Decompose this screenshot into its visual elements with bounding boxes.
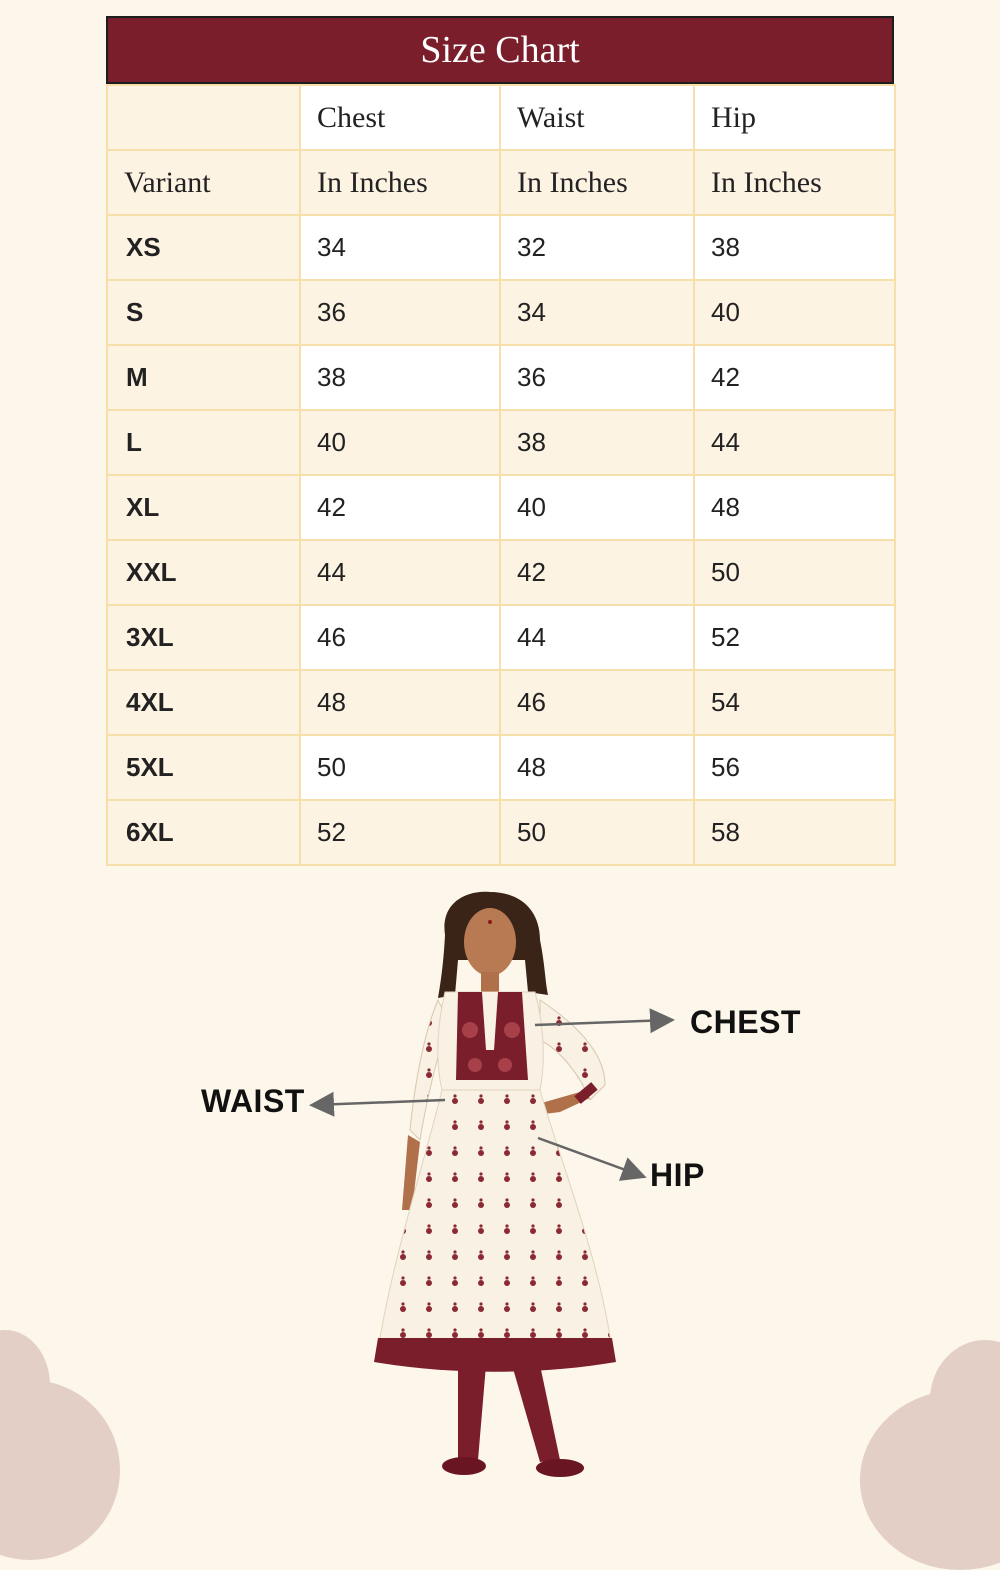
table-row	[107, 605, 895, 670]
measurement-figure	[0, 880, 1000, 1500]
variant-cell: XS	[107, 215, 300, 280]
chest-cell: 52	[300, 800, 500, 865]
variant-cell: 6XL	[107, 800, 300, 865]
hip-cell: 52	[694, 605, 895, 670]
unit-waist: In Inches	[500, 150, 694, 215]
waist-cell: 36	[500, 345, 694, 410]
size-table	[106, 84, 896, 866]
size-chart-title: Size Chart	[106, 16, 894, 84]
hip-cell: 54	[694, 670, 895, 735]
chest-cell: 44	[300, 540, 500, 605]
table-row	[107, 540, 895, 605]
chest-cell: 36	[300, 280, 500, 345]
header-empty-cell	[107, 85, 300, 150]
hip-cell: 56	[694, 735, 895, 800]
hip-cell: 42	[694, 345, 895, 410]
hip-cell: 44	[694, 410, 895, 475]
skirt-border-shape	[374, 1338, 616, 1372]
hip-label: HIP	[650, 1157, 705, 1193]
header-variant: Variant	[107, 150, 300, 215]
hip-cell: 58	[694, 800, 895, 865]
chest-cell: 50	[300, 735, 500, 800]
table-row	[107, 215, 895, 280]
model-illustration	[0, 880, 1000, 1500]
table-row	[107, 345, 895, 410]
variant-cell: 3XL	[107, 605, 300, 670]
variant-cell: 5XL	[107, 735, 300, 800]
waist-cell: 32	[500, 215, 694, 280]
chest-cell: 40	[300, 410, 500, 475]
waist-cell: 38	[500, 410, 694, 475]
variant-cell: XL	[107, 475, 300, 540]
waist-cell: 50	[500, 800, 694, 865]
variant-cell: M	[107, 345, 300, 410]
table-units-row	[107, 150, 895, 215]
waist-cell: 40	[500, 475, 694, 540]
waist-cell: 48	[500, 735, 694, 800]
chest-cell: 48	[300, 670, 500, 735]
variant-cell: S	[107, 280, 300, 345]
waist-cell: 44	[500, 605, 694, 670]
chest-cell: 42	[300, 475, 500, 540]
hip-cell: 50	[694, 540, 895, 605]
table-row	[107, 410, 895, 475]
right-shoe-shape	[536, 1459, 584, 1477]
face-shape	[464, 908, 516, 976]
waist-cell: 46	[500, 670, 694, 735]
table-row	[107, 735, 895, 800]
hip-cell: 48	[694, 475, 895, 540]
chest-cell: 34	[300, 215, 500, 280]
hip-cell: 38	[694, 215, 895, 280]
unit-chest: In Inches	[300, 150, 500, 215]
table-row	[107, 475, 895, 540]
variant-cell: 4XL	[107, 670, 300, 735]
chest-cell: 38	[300, 345, 500, 410]
right-arm-shape	[540, 1000, 605, 1100]
header-hip: Hip	[694, 85, 895, 150]
leggings-shape	[458, 1365, 560, 1462]
bindi-shape	[488, 920, 492, 924]
variant-cell: XXL	[107, 540, 300, 605]
chest-label: CHEST	[690, 1004, 801, 1040]
table-header-row	[107, 85, 895, 150]
waist-label: WAIST	[201, 1083, 305, 1119]
table-row	[107, 800, 895, 865]
table-row	[107, 280, 895, 345]
variant-cell: L	[107, 410, 300, 475]
waist-cell: 34	[500, 280, 694, 345]
left-shoe-shape	[442, 1457, 486, 1475]
chest-cell: 46	[300, 605, 500, 670]
hip-cell: 40	[694, 280, 895, 345]
waist-cell: 42	[500, 540, 694, 605]
neck-shape	[481, 972, 499, 994]
unit-hip: In Inches	[694, 150, 895, 215]
table-row	[107, 670, 895, 735]
header-chest: Chest	[300, 85, 500, 150]
header-waist: Waist	[500, 85, 694, 150]
